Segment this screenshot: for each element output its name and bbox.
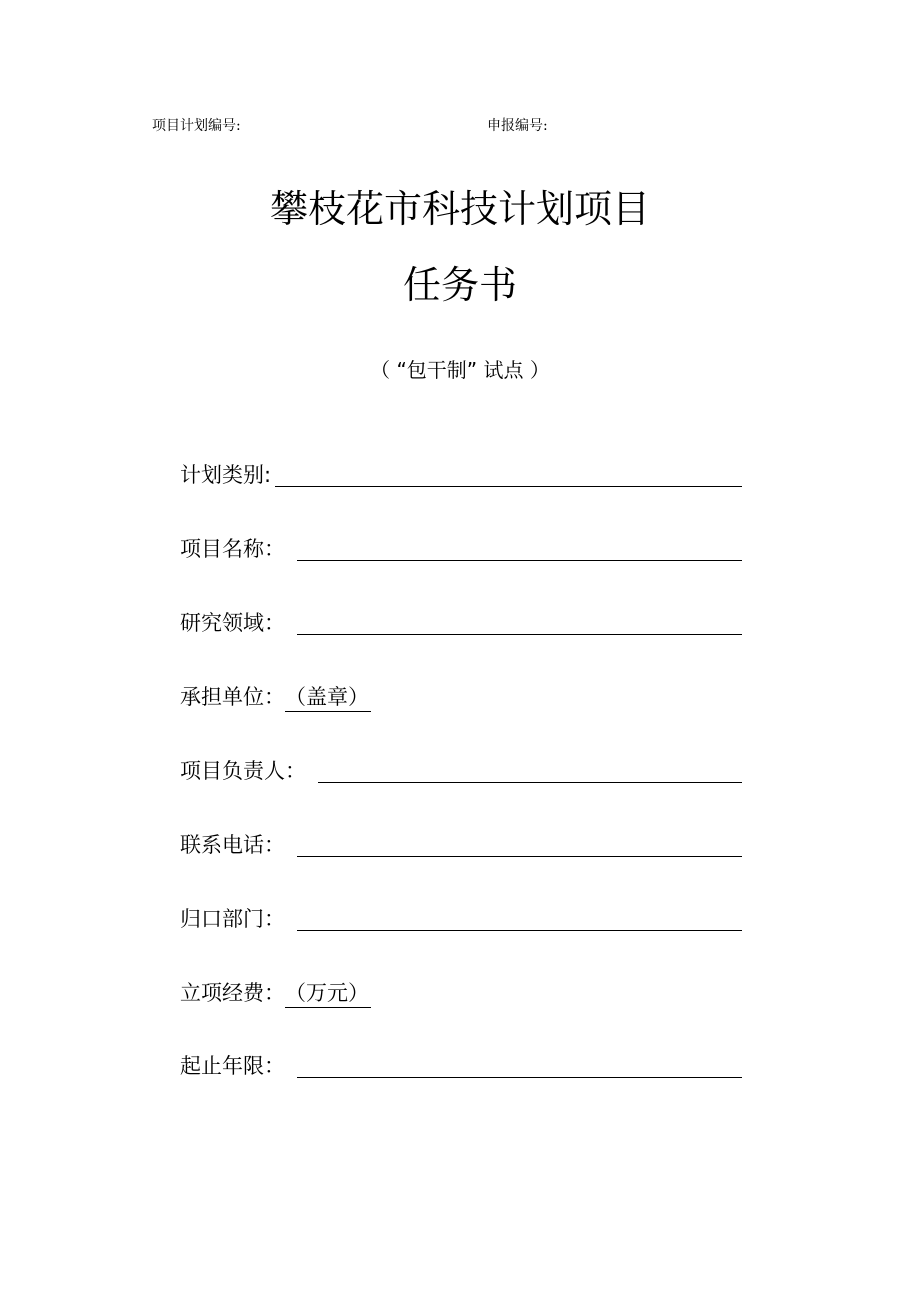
field-project-name (180, 530, 742, 564)
duration-blank[interactable] (297, 1051, 742, 1078)
field-responsible-dept (180, 900, 742, 934)
document-title-line2: 任务书 (402, 263, 517, 307)
field-project-leader (180, 752, 742, 786)
project-funds-label: 立项经费： (180, 981, 285, 1005)
responsible-dept-blank[interactable] (297, 904, 742, 931)
field-undertaking-unit (180, 678, 742, 712)
plan-number-label: 项目计划编号: (152, 118, 241, 134)
project-funds-unit-hint[interactable]: （万元） (285, 979, 371, 1008)
undertaking-unit-label: 承担单位： (180, 685, 285, 709)
field-research-field (180, 604, 742, 638)
project-name-blank[interactable] (297, 534, 742, 561)
field-duration (180, 1047, 742, 1081)
project-leader-blank[interactable] (318, 756, 742, 783)
project-name-label: 项目名称： (180, 537, 285, 561)
field-contact-phone (180, 826, 742, 860)
field-plan-category (180, 456, 742, 490)
plan-category-label: 计划类别: (180, 463, 272, 487)
undertaking-unit-seal-hint[interactable]: （盖章） (285, 683, 371, 712)
document-title: 攀枝花市科技计划项目 (269, 187, 650, 231)
contact-phone-label: 联系电话： (180, 833, 285, 857)
contact-phone-blank[interactable] (297, 830, 742, 857)
project-leader-label: 项目负责人： (180, 759, 306, 783)
duration-label: 起止年限： (180, 1054, 285, 1078)
field-project-funds (180, 974, 742, 1008)
application-number-label: 申报编号: (487, 118, 548, 134)
document-subtitle: （ “包干制” 试点 ） (370, 358, 550, 382)
responsible-dept-label: 归口部门： (180, 907, 285, 931)
research-field-label: 研究领域： (180, 611, 285, 635)
plan-category-blank[interactable] (275, 460, 742, 487)
research-field-blank[interactable] (297, 608, 742, 635)
